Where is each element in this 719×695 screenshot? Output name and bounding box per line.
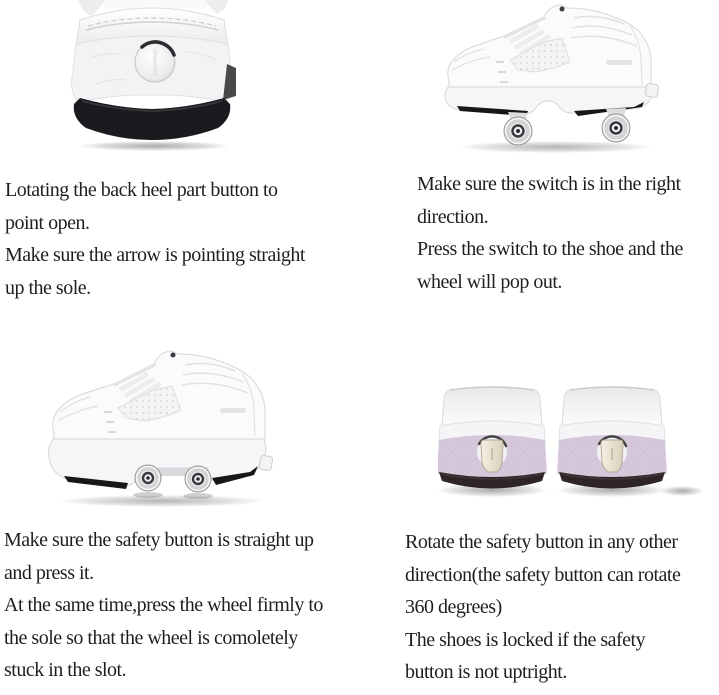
caption-line: Press the switch to the shoe and the — [417, 238, 683, 260]
rear-wheel — [185, 466, 211, 492]
front-wheel — [135, 465, 161, 491]
ground-shadow — [457, 141, 653, 153]
side-print-smudge — [606, 60, 632, 65]
wheels-retracted-illustration — [44, 344, 276, 510]
caption-step-1 — [5, 174, 305, 304]
caption-line: point open. — [5, 211, 90, 234]
caption-line: 360 degrees) — [405, 596, 502, 618]
heel-pair-illustration — [438, 386, 704, 518]
caption-line: The shoes is locked if the safety — [405, 628, 646, 651]
wheels-out-illustration — [440, 0, 664, 156]
caption-line: and press it. — [4, 561, 94, 584]
caption-line: wheel will pop out. — [417, 270, 562, 293]
tongue-logo-tag — [560, 7, 565, 12]
heel-release-button — [135, 42, 175, 82]
caption-line: stuck in the slot. — [4, 659, 127, 681]
deploy-switch-tab — [259, 455, 273, 471]
side-print-smudge — [220, 408, 246, 413]
photo-heel-pair-rear-view — [438, 386, 704, 518]
right-heel — [557, 387, 667, 497]
ground-shadow — [59, 495, 265, 507]
caption-line: the sole so that the wheel is comoletely — [4, 626, 298, 649]
caption-line: Make sure the safety button is straight up — [4, 529, 314, 551]
caption-step-2 — [417, 168, 683, 298]
left-heel — [438, 387, 547, 497]
tongue-logo-tag — [171, 353, 176, 358]
photo-heel-button-closeup — [66, 0, 238, 152]
caption-line: Make sure the switch is in the right — [417, 173, 681, 195]
photo-shoe-wheels-retracted — [44, 344, 276, 510]
caption-line: Make sure the arrow is pointing straight — [5, 244, 305, 266]
caption-line: Lotating the back heel part button to — [5, 179, 278, 201]
ground-shadow — [78, 141, 230, 151]
caption-step-3 — [4, 524, 323, 687]
rear-wheel — [602, 114, 630, 142]
caption-line: up the sole. — [5, 276, 91, 299]
photo-shoe-wheels-out — [440, 0, 664, 156]
shoe-upper-fragment — [204, 0, 228, 14]
caption-line: button is not uptright. — [405, 661, 567, 683]
caption-line: direction(the safety button can rotate — [405, 563, 681, 586]
caption-line: direction. — [417, 205, 489, 228]
heel-closeup-illustration — [66, 0, 238, 152]
caption-line: Rotate the safety button in any other — [405, 531, 678, 553]
caption-step-4 — [405, 526, 680, 689]
front-wheel — [504, 117, 532, 145]
caption-line: At the same time,press the wheel firmly to — [4, 594, 323, 616]
deploy-switch-tab — [645, 83, 659, 98]
